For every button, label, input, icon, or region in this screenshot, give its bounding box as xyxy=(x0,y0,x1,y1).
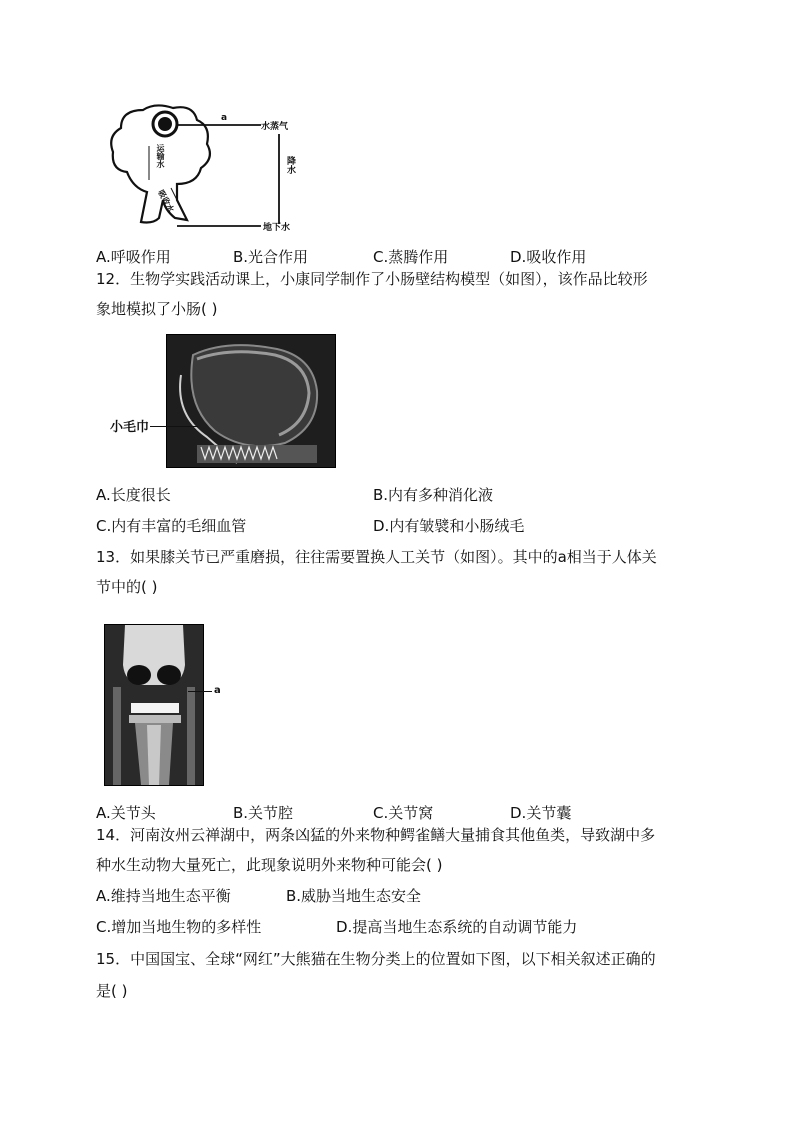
q12-option-a: A.长度很长 xyxy=(96,486,171,504)
q14-option-d: D.提高当地生态系统的自动调节能力 xyxy=(336,918,578,936)
q13-stem-line2: 节中的( ) xyxy=(96,578,158,596)
q12-option-d: D.内有皱襞和小肠绒毛 xyxy=(373,517,525,535)
label-groundwater: 地下水 xyxy=(263,223,291,233)
q14-stem-line1: 14．河南汝州云禅湖中，两条凶猛的外来物种鳄雀鳝大量捕食其他鱼类，导致湖中多 xyxy=(96,826,656,844)
label-water-vapor: 水蒸气 xyxy=(261,122,289,132)
q13-option-a: A.关节头 xyxy=(96,804,156,822)
q13-option-d: D.关节囊 xyxy=(510,804,572,822)
q13-option-b: B.关节腔 xyxy=(233,804,294,822)
label-pointer-line xyxy=(150,426,198,427)
q14-option-b: B.威胁当地生态安全 xyxy=(286,887,422,905)
label-a: a xyxy=(221,113,228,123)
q13-stem-line1: 13．如果膝关节已严重磨损，往往需要置换人工关节（如图）。其中的a相当于人体关 xyxy=(96,548,657,566)
q14-option-c: C.增加当地生物的多样性 xyxy=(96,918,262,936)
label-a: a xyxy=(214,685,221,696)
q12-option-b: B.内有多种消化液 xyxy=(373,486,494,504)
q15-stem-line1: 15．中国国宝、全球“网红”大熊猫在生物分类上的位置如下图，以下相关叙述正确的 xyxy=(96,950,656,968)
knee-joint-figure xyxy=(104,624,228,786)
q14-stem-line2: 种水生动物大量死亡，此现象说明外来物种可能会( ) xyxy=(96,856,443,874)
q13-option-c: C.关节窝 xyxy=(373,804,434,822)
knee-xray-photo xyxy=(104,624,204,786)
label-transport-water: 运输水 xyxy=(156,144,165,168)
q12-stem-line2: 象地模拟了小肠( ) xyxy=(96,300,218,318)
q12-option-c: C.内有丰富的毛细血管 xyxy=(96,517,247,535)
label-small-towel: 小毛巾 xyxy=(110,420,150,435)
label-rain: 降水 xyxy=(285,156,295,174)
intestine-model-photo xyxy=(166,334,336,468)
label-a-pointer-line xyxy=(188,691,212,692)
q14-option-a: A.维持当地生态平衡 xyxy=(96,887,231,905)
q15-stem-line2: 是( ) xyxy=(96,982,128,1000)
q12-stem-line1: 12．生物学实践活动课上，小康同学制作了小肠壁结构模型（如图），该作品比较形 xyxy=(96,270,648,288)
q11-option-b: B.光合作用 xyxy=(233,248,309,266)
q11-option-a: A.呼吸作用 xyxy=(96,248,171,266)
water-cycle-figure xyxy=(103,100,303,240)
intestine-model-figure xyxy=(110,334,336,468)
q11-option-d: D.吸收作用 xyxy=(510,248,587,266)
q11-option-c: C.蒸腾作用 xyxy=(373,248,449,266)
label-absorb-water: 吸收水 xyxy=(156,188,176,214)
